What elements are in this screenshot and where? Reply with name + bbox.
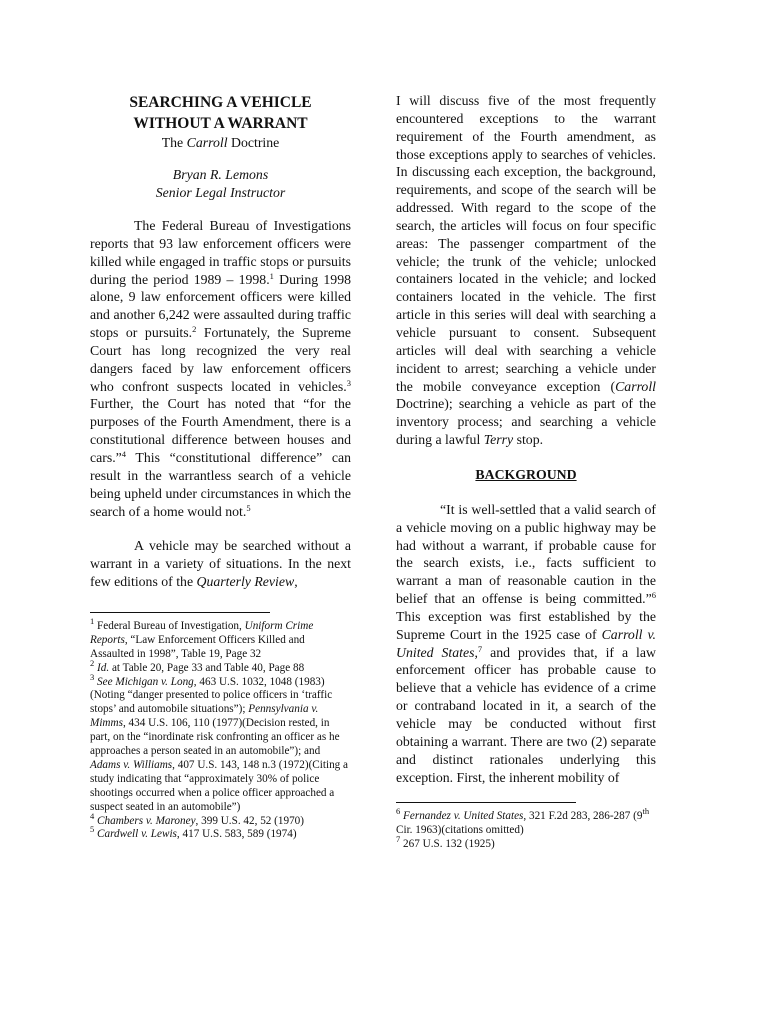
footnote-6: $^6$ Fernandez v. United States, 321 F.2d 283, 286-287 (9th Cir. 1963)(citations omitted) <box>396 806 650 837</box>
footnotes-right <box>396 806 656 852</box>
footnote-ref-5: 5 <box>246 502 251 513</box>
right-column <box>396 92 656 852</box>
footnote-ref-3: 3 <box>346 377 351 388</box>
right-paragraph-1: I will discuss five of the most frequently encountered exceptions to the warrant requirement of the Fourth amendment, as those exceptions apply to searches of vehicles. In discussing each exception, the background, requirements, and scope of the search will be addressed. With regard to the scope of the search, the articles will focus on four specific areas: The passenger compartment of the vehicle; the trunk of the vehicle; unlocked containers located in the vehicle; and locked containers located in the vehicle. The first article in this series will deal with searching a vehicle pursuant to consent. Subsequent articles will deal with searching a vehicle incident to arrest; searching a vehicle under the mobile conveyance exception (Carroll Doctrine); searching a vehicle as part of the inventory process; and searching a vehicle during a lawful Terry stop. <box>396 93 656 448</box>
section-heading-background: BACKGROUND <box>475 466 577 482</box>
footnote-ref-2: 2 <box>192 324 197 335</box>
author-position: Senior Legal Instructor <box>155 185 286 200</box>
author-block <box>90 166 351 202</box>
title-line-2: WITHOUT A WARRANT <box>133 115 308 132</box>
author-name: Bryan R. Lemons <box>172 167 269 182</box>
footnote-3: $^3$ See Michigan v. Long, 463 U.S. 1032, 1048 (1983)(Noting “danger presented to police officers in ‘traffic stops’ and automobile situations”); Pennsylvania v. Mimms, 434 U.S. 106, 110 (1977)(Decision rested, in part, on the “inordinate risk confronting an officer as he approaches a person seated in an automobile”); and Adams v. Williams, 407 U.S. 143, 148 n.3 (1972)(Citing a study indicating that “approximately 30% of police shootings occurred when a police officer approached a suspect seated in an automobile”) <box>90 671 349 813</box>
left-paragraph-2: A vehicle may be searched without a warrant in a variety of situations. In the next few editions of the Quarterly Review, <box>90 538 351 590</box>
footnote-ref-1: 1 <box>269 270 274 281</box>
footnote-7: $^7$ 267 U.S. 132 (1925) <box>396 834 495 851</box>
footnotes-left <box>90 615 351 843</box>
footnote-ref-7: 7 <box>477 643 483 654</box>
right-paragraph-2: “It is well-settled that a valid search of a vehicle moving on a public highway may be had without a warrant, if probable cause for the search exists, i.e., facts sufficient to warrant a man of reasonable caution in the belief that an offense is being committed.”$^6$ This exception was first established by the Supreme Court in the 1925 case of Carroll v. United States,$^7$ and provides that, if a law enforcement officer has probable cause to believe that a vehicle has evidence of a crime or contraband located in it, a search of the vehicle may be conducted without first obtaining a warrant. There are two (2) separate and distinct rationales underlying this exception. First, the inherent mobility of <box>396 501 657 785</box>
footnote-1: $^1$ Federal Bureau of Investigation, Uniform Crime Reports, “Law Enforcement Officers Killed and Assaulted in 1998”, Table 19, Page 32 <box>90 615 314 660</box>
article-title <box>90 92 351 134</box>
left-column <box>90 92 351 842</box>
footnote-4: $^4$ Chambers v. Maroney, 399 U.S. 42, 52 (1970) <box>90 810 305 827</box>
footnote-ref-4: 4 <box>121 448 127 459</box>
title-line-1: SEARCHING A VEHICLE <box>129 94 312 111</box>
article-subtitle: The Carroll Doctrine <box>161 135 280 150</box>
footnote-2: $^2$ Id. at Table 20, Page 33 and Table 40, Page 88 <box>90 657 305 674</box>
footnote-ref-6: 6 <box>651 590 656 601</box>
left-paragraph-1: The Federal Bureau of Investigations reports that 93 law enforcement officers were killed while engaged in traffic stops or pursuits during the period 1989 – 1998.$^1$ During 1998 alone, 9 law enforcement officers were killed and another 6,242 were assaulted during traffic stops or pursuits.$^2$ Fortunately, the Supreme Court has long recognized the very real dangers faced by law enforcement officers who confront suspects located in vehicles.$^3$ Further, the Court has noted that “for the purposes of the Fourth Amendment, there is a constitutional difference between houses and cars.”$^4$ This “constitutional difference” can result in the warrantless search of a vehicle being upheld under circumstances in which the search of a home would not.$^5$ <box>90 218 351 519</box>
footnote-5: $^5$ Cardwell v. Lewis, 417 U.S. 583, 589 (1974) <box>90 824 297 841</box>
